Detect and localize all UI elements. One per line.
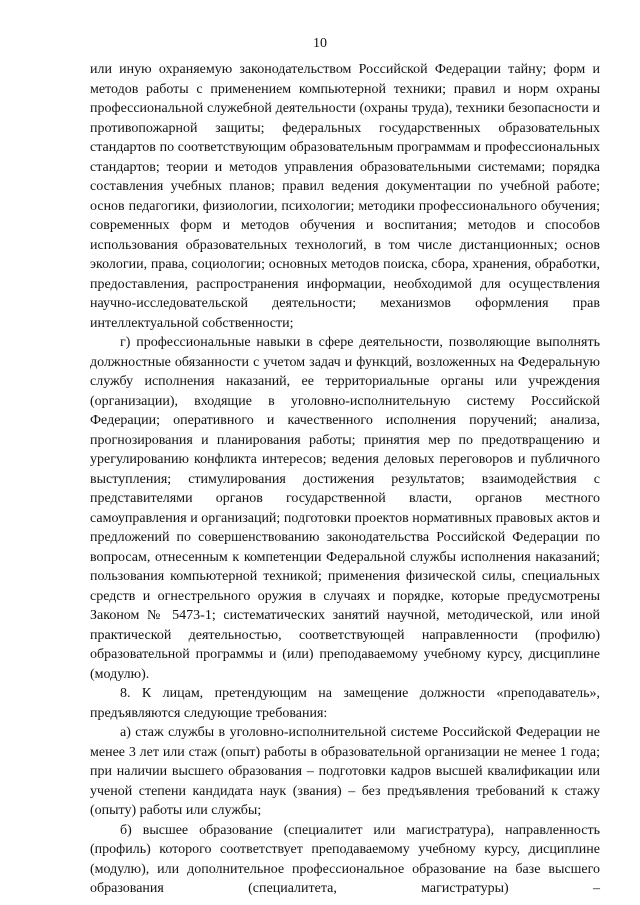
- page-number: 10: [313, 36, 327, 51]
- paragraph-professional-skills: г) профессиональные навыки в сфере деятельности, позволяющие выполнять должностные обязанности с учетом задач и функций, возложенных на Федеральную службу исполнения наказаний, ее территориальные органы или учреждения (организации), входящие в уголовно-исполнительную систему Российской Федерации; оперативного и качественного исполнения поручений; анализа, прогнозирования и планирования работы; принятия мер по предотвращению и урегулированию конфликта интересов; ведения деловых переговоров и публичного выступления; стимулирования достижения результатов; взаимодействия с представителями органов государственной власти, органов местного самоуправления и организаций; подготовки проектов нормативных правовых актов и предложений по совершенствованию законодательства Российской Федерации по вопросам, отнесенным к компетенции Федеральной службы исполнения наказаний; пользования компьютерной техникой; применения физической силы, специальных средств и огнестрельного оружия в случаях и порядке, которые предусмотрены Законом № 5473-1; систематических занятий научной, методической, или иной практической деятельностью, соответствующей направленности (профилю) образовательной программы и (или) преподаваемому учебному курсу, дисциплине (модулю).: [90, 335, 600, 682]
- paragraph-teacher-requirements: 8. К лицам, претендующим на замещение должности «преподаватель», предъявляются следующие требования:: [90, 686, 600, 721]
- paragraph-higher-education: б) высшее образование (специалитет или магистратура), направленность (профиль) которого соответствует преподаваемому учебному курсу, дисциплине (модулю), или дополнительное профессиональное образование на базе высшего образования (специалитета, магистратуры) –: [90, 822, 600, 896]
- document-body: [90, 60, 600, 899]
- paragraph-service-experience: а) стаж службы в уголовно-исполнительной системе Российской Федерации не менее 3 лет или стаж (опыт) работы в образовательной организации не менее 1 года; при наличии высшего образования – подготовки кадров высшей квалификации или ученой степени кандидата наук (звания) – без предъявления требований к стажу (опыту) работы или службы;: [90, 725, 600, 818]
- paragraph-knowledge-continuation: или иную охраняемую законодательством Российской Федерации тайну; форм и методов работы с применением компьютерной техники; правил и норм охраны профессиональной служебной деятельности (охраны труда), техники безопасности и противопожарной защиты; федеральных государственных образовательных стандартов по соответствующим образовательным программам и профессиональных стандартов; теории и методов управления образовательными системами; порядка составления учебных планов; правил ведения документации по учебной работе; основ педагогики, физиологии, психологии; методики профессионального обучения; современных форм и методов обучения и воспитания; методов и способов использования образовательных технологий, в том числе дистанционных; основ экологии, права, социологии; основных методов поиска, сбора, хранения, обработки, предоставления, распространения информации, необходимой для осуществления научно-исследовательской деятельности; механизмов оформления прав интеллектуальной собственности;: [90, 62, 600, 331]
